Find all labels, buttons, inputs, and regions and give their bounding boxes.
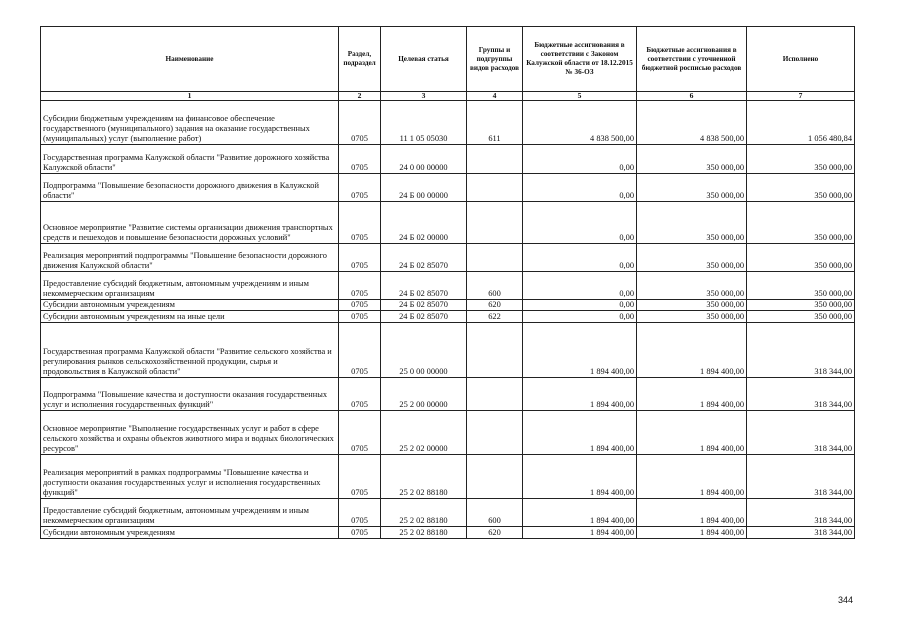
row-section: 0705 (339, 378, 381, 411)
row-section: 0705 (339, 323, 381, 378)
row-group: 611 (467, 101, 523, 145)
row-law: 0,00 (523, 174, 637, 202)
column-number: 6 (637, 92, 747, 101)
table-row (41, 527, 855, 539)
row-revised: 350 000,00 (637, 174, 747, 202)
row-section: 0705 (339, 272, 381, 300)
row-name: Государственная программа Калужской области "Развитие сельского хозяйства и регулирования рынков сельскохозяйственной продукции, сырья и продовольствия в Калужской области" (41, 323, 339, 378)
row-group: 620 (467, 527, 523, 539)
row-section: 0705 (339, 411, 381, 455)
row-executed: 318 344,00 (747, 411, 855, 455)
column-number: 1 (41, 92, 339, 101)
table-row (41, 378, 855, 411)
row-section: 0705 (339, 244, 381, 272)
row-group (467, 174, 523, 202)
row-group (467, 378, 523, 411)
header-executed: Исполнено (747, 27, 855, 92)
row-revised: 1 894 400,00 (637, 499, 747, 527)
row-group (467, 323, 523, 378)
row-law: 1 894 400,00 (523, 323, 637, 378)
row-section: 0705 (339, 527, 381, 539)
row-group (467, 455, 523, 499)
row-law: 0,00 (523, 311, 637, 323)
row-law: 1 894 400,00 (523, 499, 637, 527)
row-executed: 350 000,00 (747, 202, 855, 244)
row-target: 24 Б 02 85070 (381, 311, 467, 323)
row-law: 1 894 400,00 (523, 411, 637, 455)
row-revised: 1 894 400,00 (637, 527, 747, 539)
row-law: 0,00 (523, 272, 637, 300)
row-target: 25 0 00 00000 (381, 323, 467, 378)
row-name: Субсидии автономным учреждениям (41, 527, 339, 539)
row-name: Субсидии бюджетным учреждениям на финансовое обеспечение государственного (муниципального) задания на оказание государственных (муниципальных) услуг (выполнение работ) (41, 101, 339, 145)
table-row (41, 244, 855, 272)
row-revised: 350 000,00 (637, 244, 747, 272)
table-body (41, 101, 855, 539)
row-law: 4 838 500,00 (523, 101, 637, 145)
row-revised: 350 000,00 (637, 311, 747, 323)
row-executed: 350 000,00 (747, 311, 855, 323)
table-row (41, 202, 855, 244)
column-number-row (41, 92, 855, 101)
row-revised: 4 838 500,00 (637, 101, 747, 145)
row-group: 622 (467, 311, 523, 323)
row-name: Субсидии автономным учреждениям на иные цели (41, 311, 339, 323)
table-row (41, 323, 855, 378)
row-name: Реализация мероприятий подпрограммы "Повышение безопасности дорожного движения Калужской области" (41, 244, 339, 272)
row-section: 0705 (339, 455, 381, 499)
header-revised: Бюджетные ассигнования в соответствии с уточненной бюджетной росписью расходов (637, 27, 747, 92)
page-number: 344 (838, 595, 854, 605)
row-target: 24 Б 02 00000 (381, 202, 467, 244)
row-executed: 318 344,00 (747, 499, 855, 527)
header-target: Целевая статья (381, 27, 467, 92)
header-group: Группы и подгруппы видов расходов (467, 27, 523, 92)
row-section: 0705 (339, 311, 381, 323)
row-executed: 318 344,00 (747, 378, 855, 411)
row-group: 620 (467, 300, 523, 311)
row-name: Реализация мероприятий в рамках подпрограммы "Повышение качества и доступности оказания государственных услуг и исполнения государственных функций" (41, 455, 339, 499)
row-revised: 1 894 400,00 (637, 378, 747, 411)
table-row (41, 101, 855, 145)
row-law: 0,00 (523, 300, 637, 311)
row-revised: 350 000,00 (637, 202, 747, 244)
table-row (41, 272, 855, 300)
row-executed: 318 344,00 (747, 323, 855, 378)
header-law: Бюджетные ассигнования в соответствии с Законом Калужской области от 18.12.2015 № 36-ОЗ (523, 27, 637, 92)
row-group (467, 244, 523, 272)
row-target: 25 2 00 00000 (381, 378, 467, 411)
row-target: 25 2 02 00000 (381, 411, 467, 455)
table-row (41, 311, 855, 323)
budget-table (40, 26, 855, 539)
row-group (467, 411, 523, 455)
row-name: Предоставление субсидий бюджетным, автономным учреждениям и иным некоммерческим организациям (41, 499, 339, 527)
row-law: 0,00 (523, 145, 637, 174)
row-name: Предоставление субсидий бюджетным, автономным учреждениям и иным некоммерческим организациям (41, 272, 339, 300)
row-revised: 350 000,00 (637, 145, 747, 174)
row-law: 1 894 400,00 (523, 527, 637, 539)
row-section: 0705 (339, 499, 381, 527)
column-number: 2 (339, 92, 381, 101)
row-executed: 350 000,00 (747, 174, 855, 202)
column-number: 3 (381, 92, 467, 101)
table-row (41, 174, 855, 202)
header-section: Раздел, подраздел (339, 27, 381, 92)
row-section: 0705 (339, 174, 381, 202)
column-number: 4 (467, 92, 523, 101)
row-law: 1 894 400,00 (523, 378, 637, 411)
row-executed: 350 000,00 (747, 272, 855, 300)
header-name: Наименование (41, 27, 339, 92)
row-name: Основное мероприятие "Развитие системы организации движения транспортных средств и пешеходов и повышение безопасности дорожных условий" (41, 202, 339, 244)
row-target: 24 0 00 00000 (381, 145, 467, 174)
row-executed: 350 000,00 (747, 145, 855, 174)
row-revised: 350 000,00 (637, 272, 747, 300)
row-target: 24 Б 00 00000 (381, 174, 467, 202)
row-section: 0705 (339, 202, 381, 244)
row-executed: 318 344,00 (747, 455, 855, 499)
row-revised: 1 894 400,00 (637, 411, 747, 455)
row-law: 0,00 (523, 202, 637, 244)
column-number: 7 (747, 92, 855, 101)
row-name: Основное мероприятие "Выполнение государственных услуг и работ в сфере сельского хозяйства и охраны объектов животного мира и водных биологических ресурсов" (41, 411, 339, 455)
row-revised: 1 894 400,00 (637, 455, 747, 499)
row-executed: 350 000,00 (747, 244, 855, 272)
row-executed: 1 056 480,84 (747, 101, 855, 145)
row-revised: 1 894 400,00 (637, 323, 747, 378)
row-executed: 350 000,00 (747, 300, 855, 311)
table-row (41, 411, 855, 455)
row-group: 600 (467, 272, 523, 300)
row-group: 600 (467, 499, 523, 527)
row-name: Подпрограмма "Повышение качества и доступности оказания государственных услуг и исполнения государственных функций" (41, 378, 339, 411)
row-target: 11 1 05 05030 (381, 101, 467, 145)
row-target: 25 2 02 88180 (381, 455, 467, 499)
row-name: Государственная программа Калужской области "Развитие дорожного хозяйства Калужской области" (41, 145, 339, 174)
row-group (467, 202, 523, 244)
header-row (41, 27, 855, 92)
row-section: 0705 (339, 300, 381, 311)
row-target: 25 2 02 88180 (381, 499, 467, 527)
table-row (41, 499, 855, 527)
row-revised: 350 000,00 (637, 300, 747, 311)
row-law: 1 894 400,00 (523, 455, 637, 499)
row-target: 24 Б 02 85070 (381, 272, 467, 300)
row-target: 24 Б 02 85070 (381, 244, 467, 272)
table-row (41, 455, 855, 499)
table-row (41, 145, 855, 174)
row-target: 24 Б 02 85070 (381, 300, 467, 311)
row-section: 0705 (339, 145, 381, 174)
row-section: 0705 (339, 101, 381, 145)
row-executed: 318 344,00 (747, 527, 855, 539)
table-row (41, 300, 855, 311)
row-name: Субсидии автономным учреждениям (41, 300, 339, 311)
row-target: 25 2 02 88180 (381, 527, 467, 539)
column-number: 5 (523, 92, 637, 101)
row-group (467, 145, 523, 174)
row-law: 0,00 (523, 244, 637, 272)
row-name: Подпрограмма "Повышение безопасности дорожного движения в Калужской области" (41, 174, 339, 202)
